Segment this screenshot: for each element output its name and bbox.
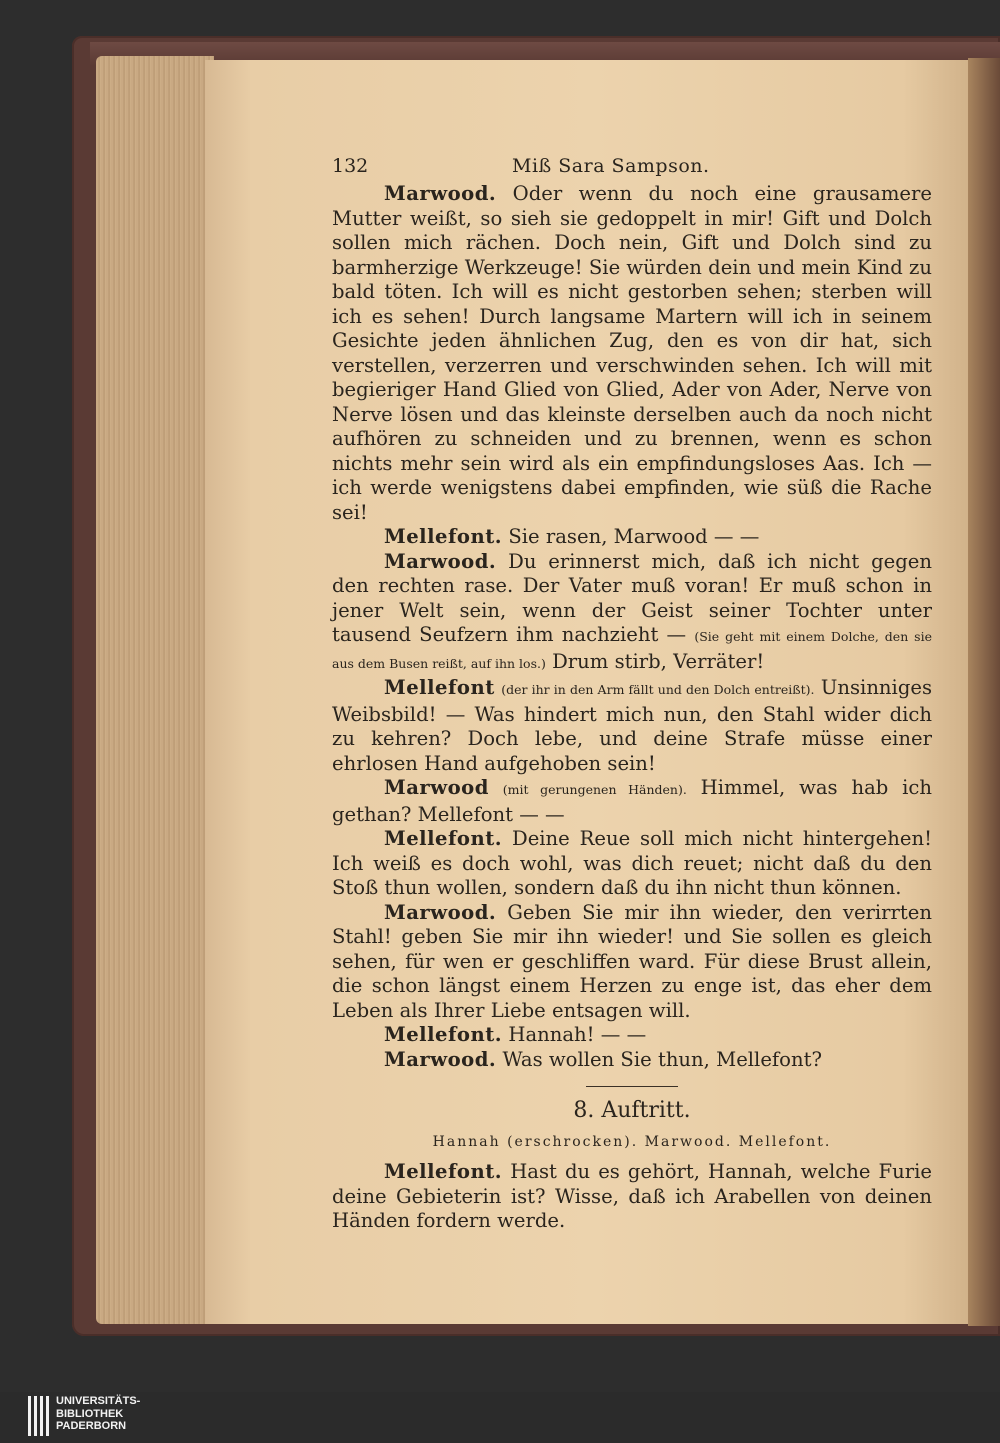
speaker-name: Mellefont (384, 676, 495, 699)
speech-text: Deine Reue soll mich nicht hintergehen! Ich weiß es doch wohl, was dich reuet; nicht daß du den Stoß thun wollen, sondern daß du ihn nicht thun können. (332, 827, 932, 899)
library-logo-text (56, 1395, 140, 1433)
speaker-name: Mellefont. (384, 827, 503, 850)
scene-cast: Hannah (erschrocken). Marwood. Mellefont. (432, 1133, 832, 1150)
speech-paragraph (332, 1023, 932, 1048)
stage-direction: (der ihr in den Arm fällt und den Dolch entreißt). (501, 682, 815, 697)
speech-text: Unsinniges Weibsbild! — Was hindert mich nun, den Stahl wider dich zu kehren? Doch lebe, und deine Strafe müsse einer ehrlosen Hand aufgehoben sein! (332, 676, 933, 775)
speech-text: Himmel, was hab ich gethan? Mellefont — — (332, 776, 933, 826)
page-number: 132 (332, 155, 369, 177)
speech-text: Hannah! — — (508, 1023, 647, 1046)
speaker-name: Marwood (384, 776, 489, 799)
speaker-name: Marwood. (384, 1047, 497, 1071)
speech-text: Was wollen Sie thun, Mellefont? (502, 1047, 822, 1071)
running-header (332, 150, 932, 182)
page-edges (96, 56, 214, 1324)
speaker-name: Marwood. (384, 549, 497, 573)
speech-text: Sie rasen, Marwood — — (508, 525, 760, 548)
stage-direction: (mit gerungenen Händen). (502, 782, 687, 797)
speech-paragraph (332, 525, 932, 550)
speaker-name: Marwood. (384, 182, 497, 205)
speech-text: Oder wenn du noch eine grausamere Mutter weißt, so sieh sie gedoppelt in mir! Gift und Dolch sollen mich rächen. Doch nein, Gift und Dolch sind zu barmherzige Werkzeuge! Sie würden dein und mein Kind zu bald töten. Ich will es nicht gestorben sehen; sterben will ich es sehen! Durch langsame Martern will ich in seinem Gesichte jeden ähnlichen Zug, den es von dir hat, sich verstellen, verzerren und verschwinden sehen. Ich will mit begieriger Hand Glied von Glied, Ader von Ader, Nerve von Nerve lösen und das kleinste derselben auch da noch nicht aufhören zu schneiden und zu brennen, wenn es schon nichts mehr sein wird als ein empfindungsloses Aas. Ich — ich werde wenigstens dabei empfinden, wie süß die Rache sei! (332, 182, 932, 524)
speech-text: Du erinnerst mich, daß ich nicht gegen den rechten rase. Der Vater muß voran! Er muß schon in jener Welt sein, wenn der Geist seiner Tochter unter tausend Seufzern ihm nachzieht — (332, 549, 932, 646)
page-gutter (968, 58, 1000, 1326)
speech-text: Hast du es gehört, Hannah, welche Furie deine Gebieterin ist? Wisse, daß ich Arabellen von deinen Händen fordern werde. (332, 1160, 932, 1232)
speaker-name: Mellefont. (384, 525, 503, 548)
library-footer (0, 1392, 1000, 1443)
speech-paragraph (332, 1160, 932, 1234)
library-logo-line: UNIVERSITÄTS- (56, 1395, 141, 1407)
speaker-name: Mellefont. (384, 1160, 503, 1183)
speech-paragraph (332, 827, 932, 901)
speech-paragraph (332, 901, 932, 1024)
running-title: Miß Sara Sampson. (512, 155, 710, 177)
speech-text-continued: Drum stirb, Verräter! (552, 649, 765, 673)
speech-text: Geben Sie mir ihn wieder, den verirrten Stahl! geben Sie mir ihn wieder! und Sie sollen es gleich sehen, für wen er geschliffen ward. Für diese Brust allein, die schon längst einem Herzen zu enge ist, das eher dem Leben als Ihrer Liebe entsagen will. (332, 900, 932, 1022)
stage-direction: (Sie geht mit einem Dolche, den sie aus dem Busen reißt, auf ihn los.) (332, 629, 932, 671)
speaker-name: Mellefont. (384, 1023, 503, 1046)
page-text (332, 150, 932, 1234)
speaker-name: Marwood. (384, 900, 497, 924)
speech-paragraph (332, 182, 932, 525)
library-logo-icon (28, 1396, 50, 1436)
scene-title: 8. Auftritt. (573, 1098, 691, 1123)
scene-divider (586, 1086, 678, 1087)
speech-paragraph (332, 550, 932, 677)
speech-paragraph (332, 676, 932, 776)
library-logo-line: PADERBORN (56, 1420, 127, 1432)
library-logo-line: BIBLIOTHEK (56, 1407, 124, 1420)
speech-paragraph (332, 776, 932, 827)
speech-paragraph (332, 1048, 932, 1073)
